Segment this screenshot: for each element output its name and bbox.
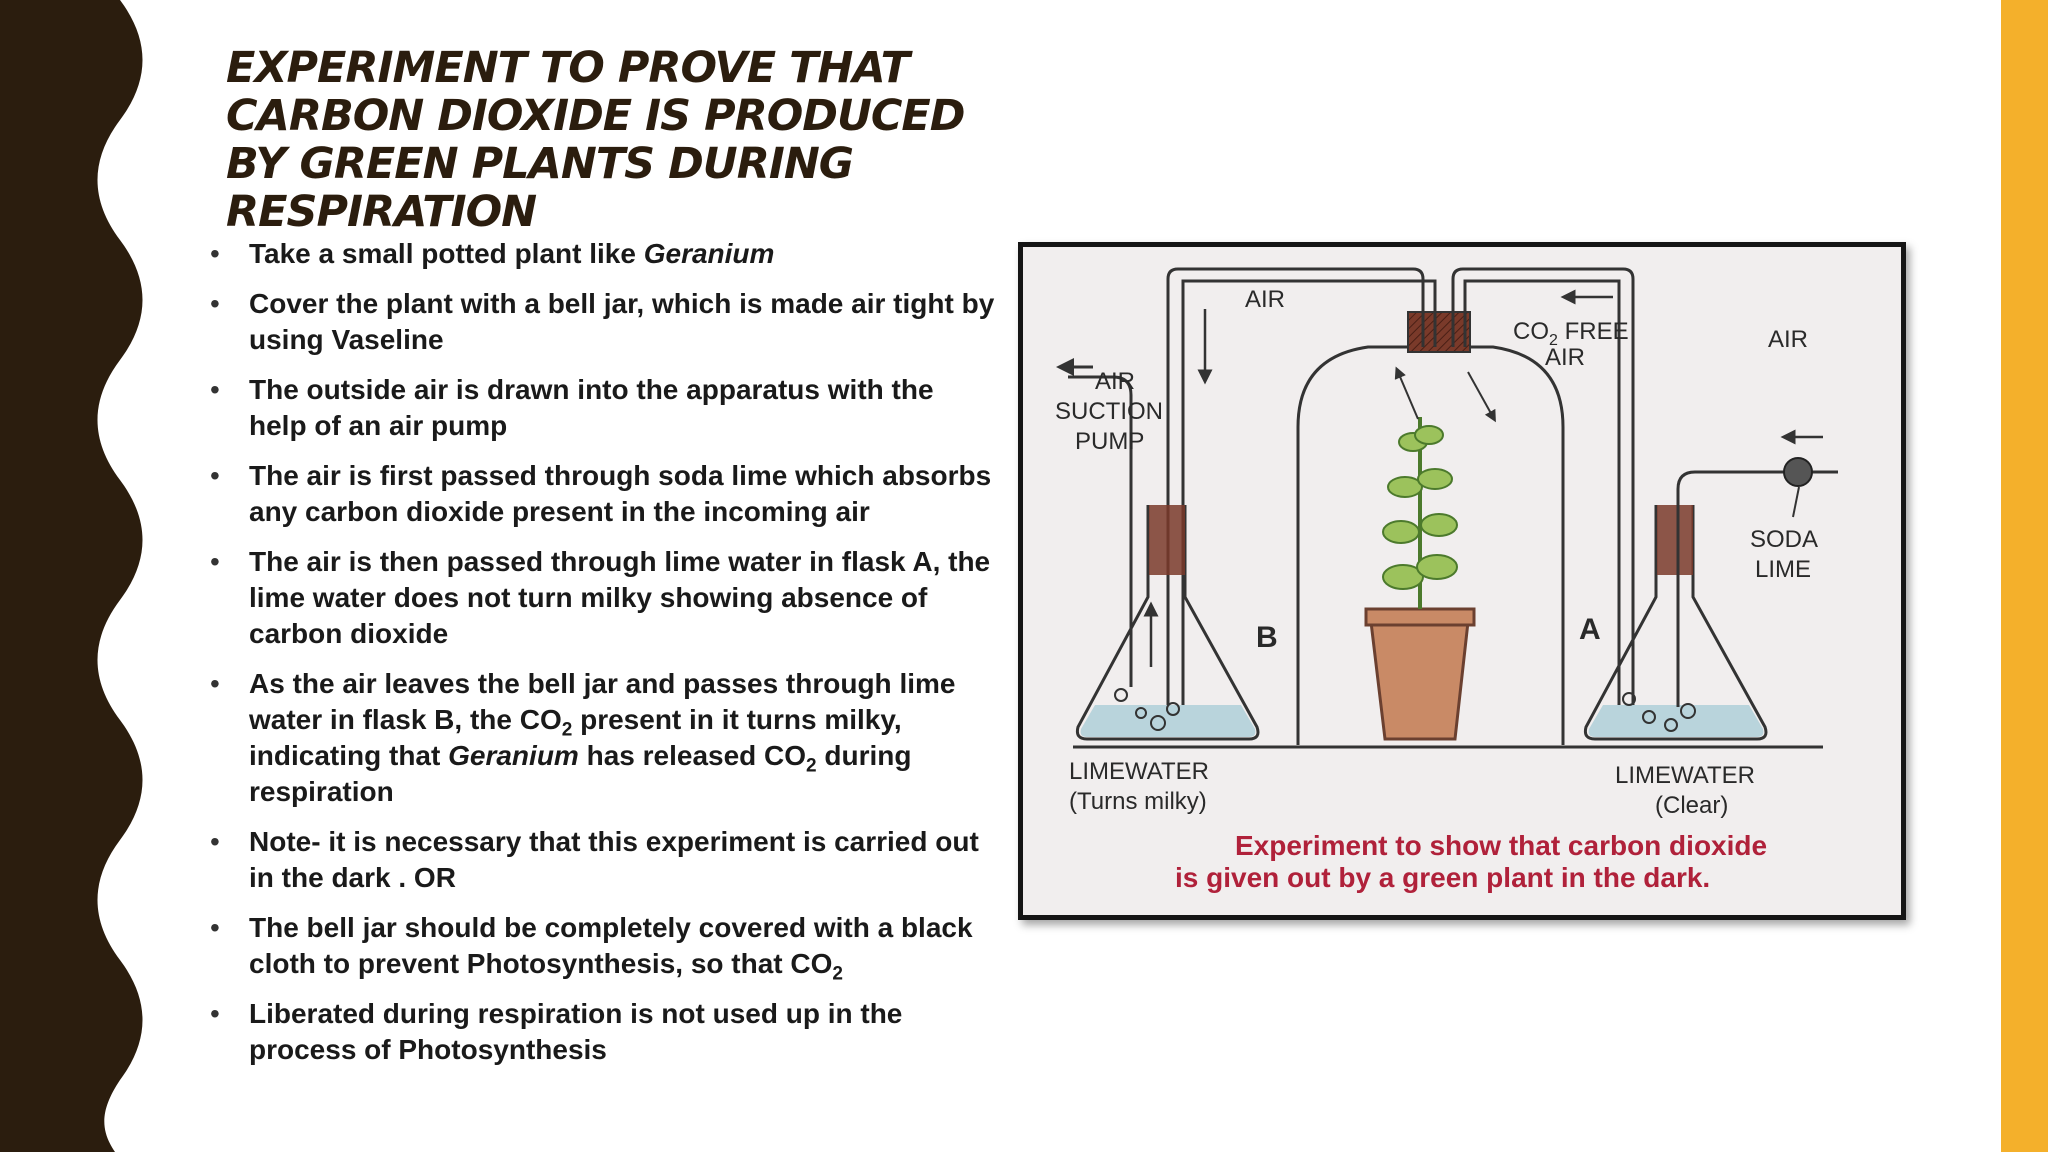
- experiment-diagram: [1018, 242, 1906, 920]
- bullet-list: [206, 236, 996, 1082]
- label-air-right: AIR: [1768, 326, 1809, 353]
- bullet-item: • The bell jar should be completely covered with a black cloth to prevent Photosynthesis, so that $CO_2$: [206, 910, 996, 982]
- label-flask-a: A: [1579, 613, 1601, 646]
- title-line: CARBON DIOXIDE IS PRODUCED: [226, 91, 965, 141]
- jar-arrow-up-icon: [1398, 372, 1418, 419]
- caption-line-1: Experiment to show that carbon dioxide: [1235, 830, 1768, 861]
- label-turns-milky: (Turns milky): [1069, 788, 1207, 815]
- pot-rim: [1366, 609, 1474, 625]
- soda-lime-bulb: [1784, 458, 1812, 486]
- jar-arrow-down-icon: [1468, 372, 1493, 417]
- label-co2-free: $CO_2$ FREE: [1513, 318, 1629, 349]
- label-pump-3: PUMP: [1075, 428, 1145, 455]
- left-decorative-band: [0, 0, 160, 1152]
- bullet-item: • Cover the plant with a bell jar, which is made air tight by using Vaseline: [206, 286, 996, 358]
- bullet-item: • The air is first passed through soda lime which absorbs any carbon dioxide present in the incoming air: [206, 458, 996, 530]
- title-line: RESPIRATION: [226, 187, 537, 237]
- soda-lime-pointer: [1793, 487, 1799, 517]
- bullet-item: • As the air leaves the bell jar and passes through lime water in flask B, the $CO_2$ present in it turns milky, indicating that Geranium has released $CO_2$ during respiration: [206, 666, 996, 810]
- label-soda: SODA: [1750, 526, 1819, 553]
- label-pump-2: SUCTION: [1055, 398, 1163, 425]
- flask-a-stopper: [1657, 505, 1693, 575]
- title-line: BY GREEN PLANTS DURING: [226, 139, 854, 189]
- title-line: EXPERIMENT TO PROVE THAT: [226, 43, 909, 93]
- bullet-item: • Liberated during respiration is not used up in the process of Photosynthesis: [206, 996, 996, 1068]
- soda-lime-tube: [1678, 472, 1838, 707]
- bullet-item: • The outside air is drawn into the apparatus with the help of an air pump: [206, 372, 996, 444]
- label-limewater-left: LIMEWATER: [1069, 758, 1210, 785]
- label-pump-1: AIR: [1095, 368, 1136, 395]
- label-air-mid: AIR: [1545, 344, 1586, 371]
- bullet-item: • Take a small potted plant like Geranium: [206, 236, 996, 272]
- flask-b-stopper: [1149, 505, 1185, 575]
- wavy-edge-shape: [0, 0, 160, 1152]
- label-clear: (Clear): [1655, 792, 1729, 819]
- label-flask-b: B: [1256, 621, 1278, 654]
- label-air-top: AIR: [1245, 286, 1286, 313]
- caption-line-2: is given out by a green plant in the dark.: [1175, 862, 1711, 893]
- label-limewater-right: LIMEWATER: [1615, 762, 1756, 789]
- plant-pot: [1371, 622, 1468, 739]
- bullet-item: • The air is then passed through lime water in flask A, the lime water does not turn milky showing absence of carbon dioxide: [206, 544, 996, 652]
- apparatus-drawing: [1023, 247, 1901, 915]
- bullet-item: • Note- it is necessary that this experiment is carried out in the dark . OR: [206, 824, 996, 896]
- cork-stopper: [1408, 312, 1470, 352]
- slide-title: [226, 44, 986, 236]
- label-lime: LIME: [1755, 556, 1812, 583]
- right-accent-band: [2001, 0, 2048, 1152]
